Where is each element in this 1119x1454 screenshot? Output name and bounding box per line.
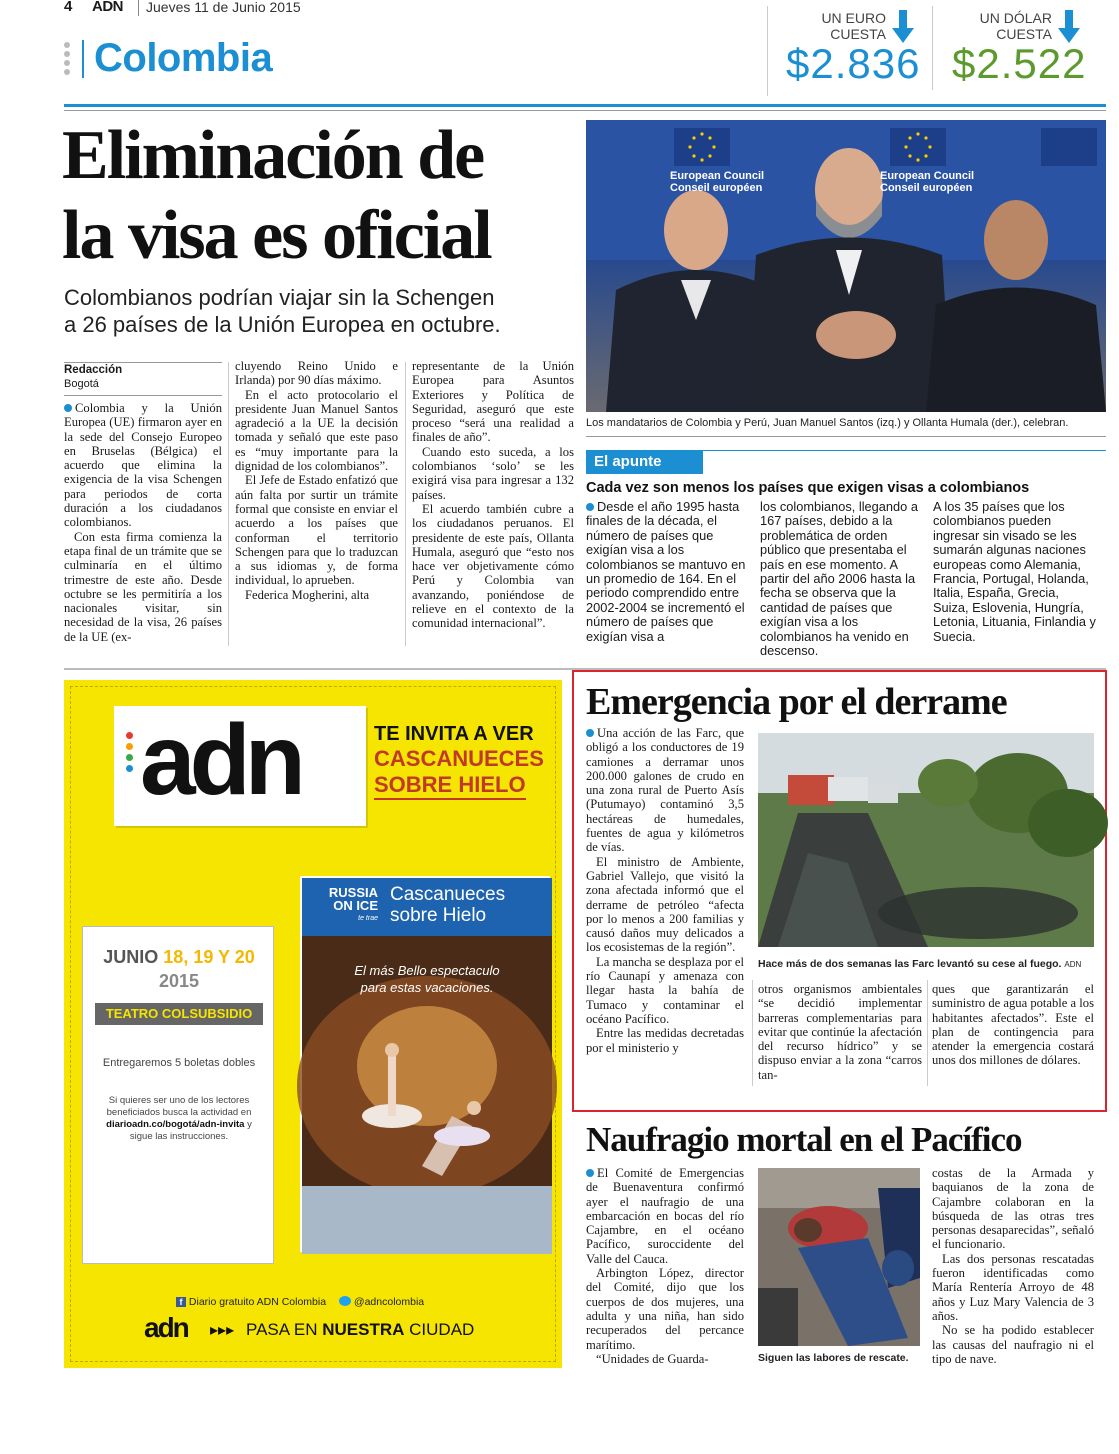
leaders-photo [586, 120, 1106, 412]
rescue-photo-illustration [758, 1168, 920, 1346]
bullet-icon [586, 729, 594, 737]
ad-poster [300, 876, 550, 1252]
column-rule [752, 980, 753, 1086]
ad-ticket-card [82, 926, 274, 1264]
ad-invite: TE INVITA A VER CASCANUECES SOBRE HIELO [374, 722, 554, 800]
section-title: Colombia [94, 36, 273, 80]
poster-title: Cascanueces sobre Hielo [390, 884, 506, 926]
rescue-photo [758, 1168, 920, 1346]
currency-divider-mid [932, 6, 933, 90]
brand-logo: ADN [92, 0, 123, 15]
main-headline: Eliminación de la visa es oficial [62, 117, 491, 274]
ad-venue: TEATRO COLSUBSIDIO [95, 1003, 263, 1025]
apunte-column-3: A los 35 países que los colombianos pueden ingresar sin visado se les sumarán algunas naciones europeas como Alemania, Francia, Portugal, Holanda, Italia, España, Grecia, Suiza, Eslovenia, Hungría, Letonia, Lituania, Finlandia y Suecia. [933, 499, 1096, 644]
dollar-value: $2.522 [952, 40, 1087, 87]
rescue-photo-caption: Siguen las labores de rescate. [758, 1352, 909, 1364]
bullet-icon [586, 1169, 594, 1177]
shipwreck-column-3: costas de la Armada y baquianos de la zona de Cajambre colaboran en la búsqueda de las otras tres personas desaparecidas”, señaló el funcionario. Las dos personas rescatadas fueron identificadas como María Rentería Arroyo de 48 años y Luz Mary Valencia de 3 años. No se ha podido establecer las causas del naufragio ni el tipo de nave. [932, 1166, 1094, 1366]
shipwreck-headline: Naufragio mortal en el Pacífico [586, 1120, 1022, 1159]
ad-tickets: Entregaremos 5 boletas dobles [102, 1057, 256, 1069]
apunte-column-2: los colombianos, llegando a 167 países, debido a la problemática de orden público que presentaba el país en ese momento. A partir del año 2006 hasta la fecha se observa que la cantidad de países que exigían visa a los colombianos ha venido en descenso. [760, 499, 918, 659]
header-rule-thin [64, 110, 1106, 111]
page-number: 4 [64, 0, 73, 15]
euro-down-arrow-icon [892, 10, 914, 44]
ad-year: 2015 [158, 971, 200, 991]
poster-brand: RUSSIA ON ICE te trae [328, 885, 378, 922]
adn-dots [126, 732, 133, 772]
cascanueces-ad [64, 680, 562, 1368]
byline-rule [64, 362, 222, 363]
shipwreck-column-1: El Comité de Emergencias de Buenaventura confirmó ayer el naufragio de una embarcación en bocas del río Cajambre, en el océano Pacífico, suroccidente del Valle del Cauca. Arbington López, director del Comité, dijo que los cuerpos de dos mujeres, una adulta y una niña, han sido recuperados del percance marítimo. “Unidades de Guarda- [586, 1166, 744, 1366]
spill-column-1: Una acción de las Farc, que obligó a los conductores de 19 camiones a derramar unos 200.000 galones de crudo en una zona rural de Puerto Asís (Putumayo) contaminó 3,5 hectáreas de humedales, fuentes de agua y kilómetros de vías. El ministro de Ambiente, Gabriel Vallejo, que visitó la zona afectada informó que el derrame de petróleo “afecta por lo menos a 200 familias y causó daños muy delicados a los ecosistemas de la región”. La mancha se desplaza por el río Caunapí y amenaza con llegar hasta la bahía de Tumaco y contaminar el océano Pacífico. Entre las medidas decretadas por el ministerio y [586, 726, 744, 1055]
twitter-icon [339, 1296, 351, 1306]
ad-footer-arrows: ▸▸▸ [210, 1322, 235, 1339]
section-dots [64, 42, 72, 75]
ad-social: f Diario gratuito ADN Colombia @adncolombia [176, 1296, 424, 1308]
main-column-2: cluyendo Reino Unido e Irlanda) por 90 días máximo. En el acto protocolario el presidente Juan Manuel Santos agradeció a la UE la decisión tomada y señaló que este paso es “muy importante para la dignidad de los colombianos”. El Jefe de Estado enfatizó que aún falta por surtir un trámite formal que consiste en enviar el acuerdo a los países que conforman el territorio Schengen para que lo traduzcan a sus idiomas y, de forma individual, lo aprueben. Federica Mogherini, alta [235, 359, 398, 602]
adn-logo: adn [140, 704, 300, 816]
byline-location: Bogotá [64, 378, 99, 390]
apunte-label: El apunte [594, 453, 662, 470]
column-rule [405, 362, 406, 646]
main-column-1: Colombia y la Unión Europea (UE) firmaron ayer en la sede del Consejo Europeo en Bruselas (Bélgica) el acuerdo que elimina la exigencia de la visa Schengen para periodos de corta duración a los ciudadanos colombianos. Con esta firma comienza la etapa final de un trámite que se culminaría en el último trimestre de este año. Desde octubre se les permitiría a los nacionales visitar, sin necesidad de la visa, 26 países de la UE (ex- [64, 401, 222, 644]
spill-photo-caption: Hace más de dos semanas las Farc levantó su cese al fuego. ADN [758, 958, 1082, 970]
leaders-photo-illustration [586, 120, 1106, 412]
euro-label: UN EURO CUESTA [821, 10, 886, 42]
bullet-icon [64, 404, 72, 412]
column-rule [228, 362, 229, 646]
page-date: Jueves 11 de Junio 2015 [146, 0, 301, 15]
caption-rule [586, 436, 1106, 437]
spill-photo [758, 733, 1094, 947]
leaders-photo-caption: Los mandatarios de Colombia y Perú, Juan Manuel Santos (izq.) y Ollanta Humala (der.), celebran. [586, 417, 1069, 429]
ad-instructions: Si quieres ser uno de los lectores beneficiados busca la actividad en diarioadn.co/bogotá/adn-invita y sigue las instrucciones. [106, 1095, 252, 1142]
byline: Redacción [64, 364, 123, 376]
ad-footer-text: PASA EN NUESTRA CIUDAD [246, 1320, 475, 1339]
apunte-title: Cada vez son menos los países que exigen visas a colombianos [586, 480, 1030, 496]
poster-tagline: El más Bello espectaculo para estas vacaciones. [354, 963, 500, 995]
main-column-3: representante de la Unión Europea para Asuntos Exteriores y Política de Seguridad, aseguró que este proceso “será una realidad a finales de año”. Cuando esto suceda, a los colombianos ‘solo’ se les exigirá visa para ingresar a 132 países. El acuerdo también cubre a los ciudadanos peruanos. El presidente de este país, Ollanta Humala, aseguró que “esto nos hace ver objetivamente cómo Perú y Colombia van avanzando, poniéndose de relieve en el contexto de la comunidad internacional”. [412, 359, 574, 631]
ad-date: JUNIO 18, 19 Y 20 [103, 947, 255, 967]
spill-column-3: ques que garantizarán el suministro de agua potable a los habitantes afectados”. Este el plan de contingencia para atender la emergencia costará unos dos millones de dólares. [932, 982, 1094, 1068]
bullet-icon [586, 503, 594, 511]
ad-footer-logo: adn [144, 1312, 188, 1343]
header-divider [138, 0, 139, 16]
apunte-column-1: Desde el año 1995 hasta finales de la década, el número de países que exigían visa a los colombianos se mantuvo en un promedio de 164. En el periodo comprendido entre 2002-2004 se incrementó el número de países que exigían visa a [586, 499, 746, 644]
photo-banner-left: European Council Conseil européen [670, 170, 765, 194]
dollar-down-arrow-icon [1058, 10, 1080, 44]
column-rule [927, 980, 928, 1086]
header-rule [64, 104, 1106, 107]
byline-rule-bottom [64, 395, 222, 396]
photo-banner-right: European Council Conseil européen [880, 170, 975, 194]
currency-divider-left [767, 6, 768, 96]
dollar-label: UN DÓLAR CUESTA [979, 10, 1052, 42]
section-bar [82, 40, 84, 78]
main-subhead: Colombianos podrían viajar sin la Schengen a 26 países de la Unión Europea en octubre. [64, 285, 501, 337]
euro-value: $2.836 [786, 40, 921, 87]
spill-column-2: otros organismos ambientales “se decidió implementar barreras complementarias para evitar que continúe la afectación del recurso hídrico” y se dispuso enviar a la zona “carros tan- [758, 982, 922, 1082]
spill-photo-illustration [758, 733, 1094, 947]
facebook-icon: f [176, 1297, 186, 1307]
ad-logo-card [114, 706, 366, 826]
spill-headline: Emergencia por el derrame [586, 681, 1007, 723]
